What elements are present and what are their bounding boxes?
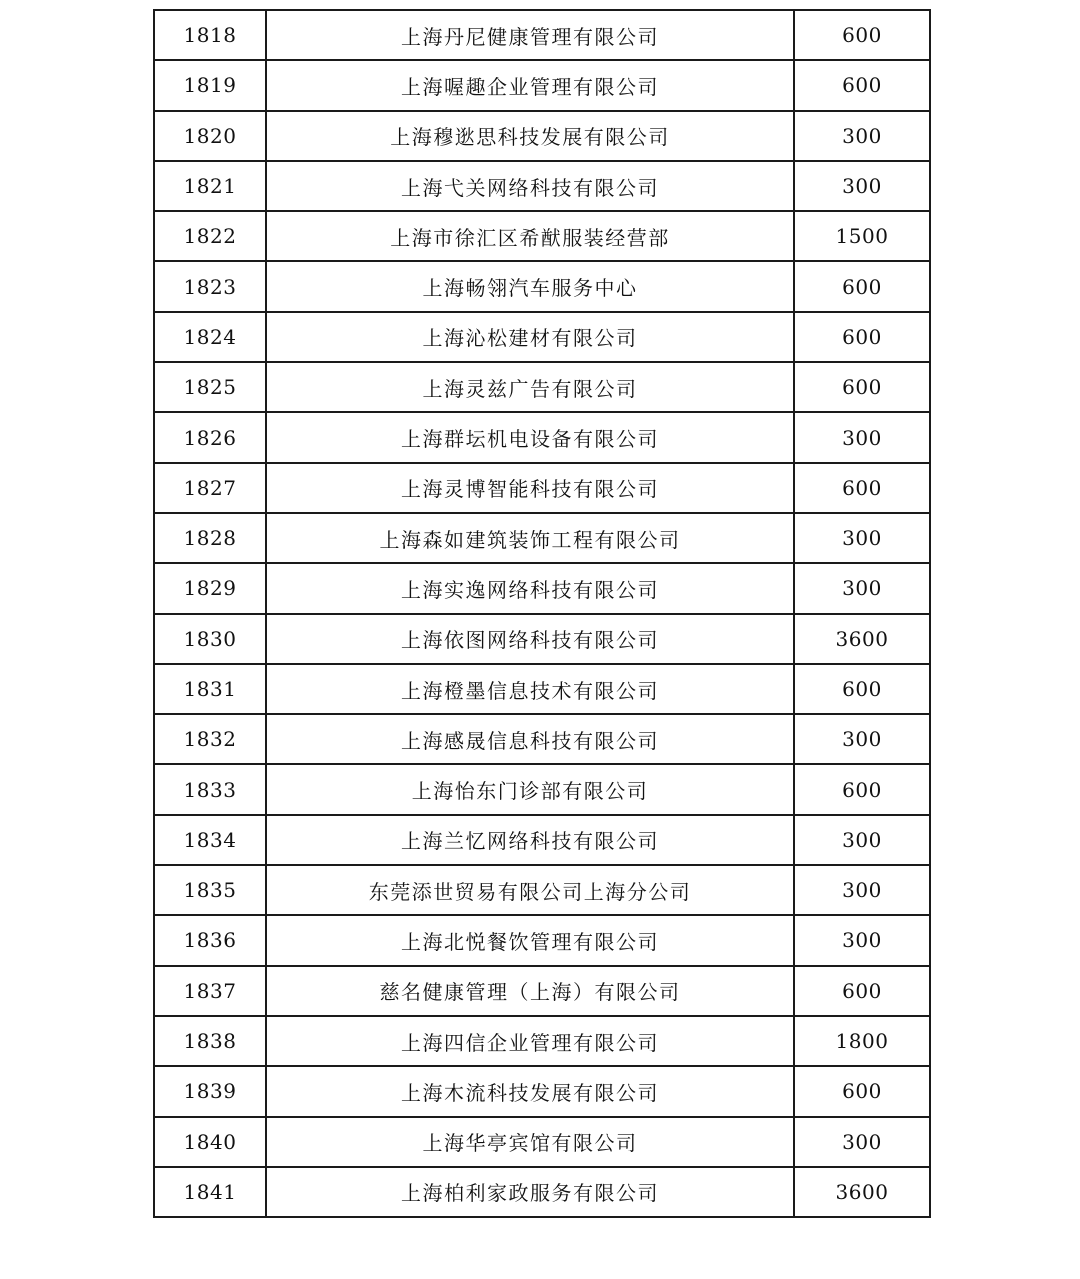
row-number-cell: 1826 xyxy=(154,412,266,462)
company-name-cell: 上海沁松建材有限公司 xyxy=(266,312,794,362)
company-name-cell: 上海穆逖思科技发展有限公司 xyxy=(266,111,794,161)
amount-cell: 300 xyxy=(794,915,930,965)
company-name-cell: 上海华亭宾馆有限公司 xyxy=(266,1117,794,1167)
row-number-cell: 1839 xyxy=(154,1066,266,1116)
amount-cell: 600 xyxy=(794,312,930,362)
company-name-cell: 上海弋关网络科技有限公司 xyxy=(266,161,794,211)
company-name-cell: 慈名健康管理（上海）有限公司 xyxy=(266,966,794,1016)
row-number-cell: 1830 xyxy=(154,614,266,664)
company-name-cell: 上海依图网络科技有限公司 xyxy=(266,614,794,664)
amount-cell: 600 xyxy=(794,463,930,513)
company-name-cell: 上海群坛机电设备有限公司 xyxy=(266,412,794,462)
amount-cell: 600 xyxy=(794,60,930,110)
table-row xyxy=(154,513,930,563)
company-name-cell: 上海橙墨信息技术有限公司 xyxy=(266,664,794,714)
company-name-cell: 上海畅翎汽车服务中心 xyxy=(266,261,794,311)
table-row xyxy=(154,362,930,412)
amount-cell: 600 xyxy=(794,1066,930,1116)
row-number-cell: 1828 xyxy=(154,513,266,563)
table-row xyxy=(154,664,930,714)
amount-cell: 600 xyxy=(794,10,930,60)
row-number-cell: 1825 xyxy=(154,362,266,412)
table-row xyxy=(154,161,930,211)
row-number-cell: 1841 xyxy=(154,1167,266,1217)
table-row xyxy=(154,1066,930,1116)
company-name-cell: 上海喔趣企业管理有限公司 xyxy=(266,60,794,110)
company-name-cell: 上海森如建筑装饰工程有限公司 xyxy=(266,513,794,563)
amount-cell: 300 xyxy=(794,1117,930,1167)
amount-cell: 1800 xyxy=(794,1016,930,1066)
row-number-cell: 1836 xyxy=(154,915,266,965)
row-number-cell: 1821 xyxy=(154,161,266,211)
amount-cell: 600 xyxy=(794,261,930,311)
row-number-cell: 1831 xyxy=(154,664,266,714)
company-name-cell: 上海实逸网络科技有限公司 xyxy=(266,563,794,613)
table-row xyxy=(154,111,930,161)
row-number-cell: 1820 xyxy=(154,111,266,161)
row-number-cell: 1823 xyxy=(154,261,266,311)
row-number-cell: 1832 xyxy=(154,714,266,764)
table-row xyxy=(154,714,930,764)
row-number-cell: 1834 xyxy=(154,815,266,865)
company-name-cell: 上海木流科技发展有限公司 xyxy=(266,1066,794,1116)
amount-cell: 300 xyxy=(794,563,930,613)
company-name-cell: 上海丹尼健康管理有限公司 xyxy=(266,10,794,60)
company-table xyxy=(153,9,931,1218)
table-row xyxy=(154,815,930,865)
company-name-cell: 上海四信企业管理有限公司 xyxy=(266,1016,794,1066)
row-number-cell: 1819 xyxy=(154,60,266,110)
table-row xyxy=(154,1167,930,1217)
company-name-cell: 东莞添世贸易有限公司上海分公司 xyxy=(266,865,794,915)
table-row xyxy=(154,915,930,965)
company-name-cell: 上海兰忆网络科技有限公司 xyxy=(266,815,794,865)
amount-cell: 300 xyxy=(794,412,930,462)
amount-cell: 300 xyxy=(794,111,930,161)
table-row xyxy=(154,312,930,362)
table-row xyxy=(154,1117,930,1167)
table-row xyxy=(154,865,930,915)
table-body xyxy=(154,10,930,1217)
row-number-cell: 1835 xyxy=(154,865,266,915)
row-number-cell: 1827 xyxy=(154,463,266,513)
table-row xyxy=(154,614,930,664)
table-row xyxy=(154,261,930,311)
amount-cell: 300 xyxy=(794,815,930,865)
table-row xyxy=(154,1016,930,1066)
amount-cell: 600 xyxy=(794,764,930,814)
amount-cell: 600 xyxy=(794,966,930,1016)
amount-cell: 300 xyxy=(794,865,930,915)
company-name-cell: 上海感晟信息科技有限公司 xyxy=(266,714,794,764)
table-row xyxy=(154,563,930,613)
row-number-cell: 1833 xyxy=(154,764,266,814)
company-name-cell: 上海市徐汇区希猷服装经营部 xyxy=(266,211,794,261)
company-name-cell: 上海灵兹广告有限公司 xyxy=(266,362,794,412)
table-row xyxy=(154,412,930,462)
table-row xyxy=(154,463,930,513)
company-name-cell: 上海柏利家政服务有限公司 xyxy=(266,1167,794,1217)
amount-cell: 600 xyxy=(794,362,930,412)
table-row xyxy=(154,10,930,60)
company-name-cell: 上海北悦餐饮管理有限公司 xyxy=(266,915,794,965)
row-number-cell: 1818 xyxy=(154,10,266,60)
row-number-cell: 1840 xyxy=(154,1117,266,1167)
table-row xyxy=(154,966,930,1016)
amount-cell: 300 xyxy=(794,161,930,211)
row-number-cell: 1824 xyxy=(154,312,266,362)
table-row xyxy=(154,211,930,261)
company-name-cell: 上海灵博智能科技有限公司 xyxy=(266,463,794,513)
amount-cell: 300 xyxy=(794,513,930,563)
table-row xyxy=(154,60,930,110)
row-number-cell: 1837 xyxy=(154,966,266,1016)
row-number-cell: 1822 xyxy=(154,211,266,261)
company-name-cell: 上海怡东门诊部有限公司 xyxy=(266,764,794,814)
amount-cell: 300 xyxy=(794,714,930,764)
table-row xyxy=(154,764,930,814)
row-number-cell: 1838 xyxy=(154,1016,266,1066)
amount-cell: 3600 xyxy=(794,614,930,664)
amount-cell: 3600 xyxy=(794,1167,930,1217)
row-number-cell: 1829 xyxy=(154,563,266,613)
amount-cell: 1500 xyxy=(794,211,930,261)
amount-cell: 600 xyxy=(794,664,930,714)
